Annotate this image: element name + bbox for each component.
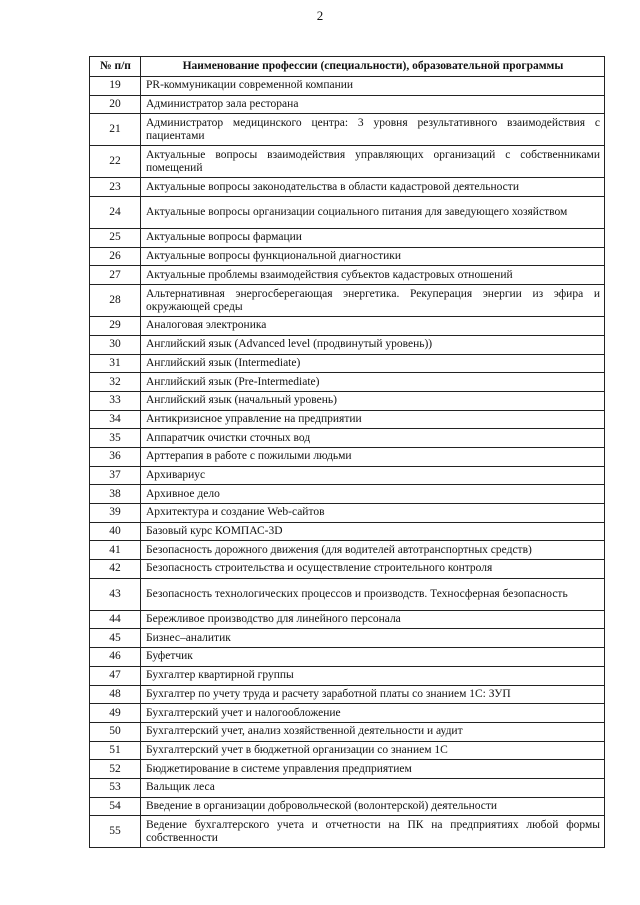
table-row: [90, 285, 605, 317]
row-program-name: Бюджетирование в системе управления предприятием: [141, 760, 605, 779]
table-row: [90, 704, 605, 723]
row-program-name: Актуальные вопросы взаимодействия управляющих организаций с собственниками помещений: [141, 146, 605, 178]
row-number: 29: [90, 317, 141, 336]
row-number: 46: [90, 648, 141, 667]
row-program-name: Администратор зала ресторана: [141, 95, 605, 114]
row-number: 40: [90, 522, 141, 541]
row-program-name: Вальщик леса: [141, 778, 605, 797]
row-number: 26: [90, 247, 141, 266]
header-number: № п/п: [90, 57, 141, 77]
table-row: [90, 178, 605, 197]
table-row: [90, 578, 605, 610]
row-number: 49: [90, 704, 141, 723]
row-number: 31: [90, 354, 141, 373]
row-program-name: Архивное дело: [141, 485, 605, 504]
row-number: 32: [90, 373, 141, 392]
table-row: [90, 760, 605, 779]
table-row: [90, 335, 605, 354]
row-number: 22: [90, 146, 141, 178]
row-number: 36: [90, 447, 141, 466]
row-program-name: Антикризисное управление на предприятии: [141, 410, 605, 429]
table-row: [90, 391, 605, 410]
table-row: [90, 447, 605, 466]
row-number: 27: [90, 266, 141, 285]
row-program-name: Актуальные вопросы функциональной диагностики: [141, 247, 605, 266]
row-program-name: Английский язык (Advanced level (продвинутый уровень)): [141, 335, 605, 354]
table-row: [90, 560, 605, 579]
table-row: [90, 429, 605, 448]
table-row: [90, 197, 605, 229]
table-row: [90, 247, 605, 266]
row-number: 37: [90, 466, 141, 485]
row-program-name: Архивариус: [141, 466, 605, 485]
row-number: 48: [90, 685, 141, 704]
row-program-name: Безопасность дорожного движения (для водителей автотранспортных средств): [141, 541, 605, 560]
row-program-name: Бережливое производство для линейного персонала: [141, 610, 605, 629]
row-program-name: Бухгалтерский учет, анализ хозяйственной деятельности и аудит: [141, 722, 605, 741]
row-number: 47: [90, 666, 141, 685]
row-number: 39: [90, 504, 141, 523]
table-row: [90, 485, 605, 504]
row-number: 50: [90, 722, 141, 741]
row-program-name: Актуальные вопросы законодательства в области кадастровой деятельности: [141, 178, 605, 197]
row-program-name: Бухгалтерский учет в бюджетной организации со знанием 1С: [141, 741, 605, 760]
row-program-name: Введение в организации добровольческой (волонтерской) деятельности: [141, 797, 605, 816]
row-program-name: Администратор медицинского центра: 3 уровня результативного взаимодействия с пациентами: [141, 114, 605, 146]
table-row: [90, 685, 605, 704]
row-number: 24: [90, 197, 141, 229]
row-number: 19: [90, 77, 141, 96]
row-number: 42: [90, 560, 141, 579]
table-row: [90, 77, 605, 96]
table-row: [90, 741, 605, 760]
row-number: 25: [90, 229, 141, 248]
table-row: [90, 466, 605, 485]
row-number: 38: [90, 485, 141, 504]
row-number: 28: [90, 285, 141, 317]
row-number: 23: [90, 178, 141, 197]
row-number: 41: [90, 541, 141, 560]
table-row: [90, 610, 605, 629]
row-program-name: Архитектура и создание Web-сайтов: [141, 504, 605, 523]
row-number: 21: [90, 114, 141, 146]
table-row: [90, 522, 605, 541]
row-program-name: Аппаратчик очистки сточных вод: [141, 429, 605, 448]
table-row: [90, 648, 605, 667]
row-number: 45: [90, 629, 141, 648]
row-program-name: Бухгалтер квартирной группы: [141, 666, 605, 685]
row-number: 43: [90, 578, 141, 610]
row-number: 54: [90, 797, 141, 816]
row-program-name: Буфетчик: [141, 648, 605, 667]
row-program-name: Английский язык (начальный уровень): [141, 391, 605, 410]
row-program-name: Безопасность технологических процессов и производств. Техносферная безопасность: [141, 578, 605, 610]
table-row: [90, 629, 605, 648]
table-row: [90, 146, 605, 178]
row-number: 51: [90, 741, 141, 760]
table-body: [90, 77, 605, 848]
row-program-name: Актуальные вопросы фармации: [141, 229, 605, 248]
row-number: 20: [90, 95, 141, 114]
row-program-name: Арттерапия в работе с пожилыми людьми: [141, 447, 605, 466]
table-row: [90, 114, 605, 146]
table-row: [90, 373, 605, 392]
row-number: 35: [90, 429, 141, 448]
header-name: Наименование профессии (специальности), образовательной программы: [141, 57, 605, 77]
table-row: [90, 541, 605, 560]
row-program-name: Аналоговая электроника: [141, 317, 605, 336]
table-row: [90, 266, 605, 285]
row-program-name: Бухгалтер по учету труда и расчету заработной платы со знанием 1С: ЗУП: [141, 685, 605, 704]
page-number: 2: [316, 8, 324, 23]
header-row: [90, 57, 605, 77]
table-row: [90, 778, 605, 797]
table-row: [90, 95, 605, 114]
table-row: [90, 410, 605, 429]
table-row: [90, 666, 605, 685]
row-program-name: Альтернативная энергосберегающая энергетика. Рекуперация энергии из эфира и окружающей среды: [141, 285, 605, 317]
row-program-name: Бизнес–аналитик: [141, 629, 605, 648]
row-number: 33: [90, 391, 141, 410]
row-program-name: Базовый курс КОМПАС-3D: [141, 522, 605, 541]
table-row: [90, 317, 605, 336]
table-header: [90, 57, 605, 77]
table-row: [90, 797, 605, 816]
professions-table: [89, 56, 605, 848]
row-program-name: PR-коммуникации современной компании: [141, 77, 605, 96]
row-program-name: Английский язык (Intermediate): [141, 354, 605, 373]
table-row: [90, 816, 605, 848]
table-row: [90, 504, 605, 523]
row-program-name: Английский язык (Pre-Intermediate): [141, 373, 605, 392]
row-program-name: Ведение бухгалтерского учета и отчетности на ПК на предприятиях любой формы собственности: [141, 816, 605, 848]
row-program-name: Безопасность строительства и осуществление строительного контроля: [141, 560, 605, 579]
row-program-name: Актуальные вопросы организации социального питания для заведующего хозяйством: [141, 197, 605, 229]
table-row: [90, 354, 605, 373]
row-program-name: Бухгалтерский учет и налогообложение: [141, 704, 605, 723]
row-number: 34: [90, 410, 141, 429]
table-row: [90, 722, 605, 741]
row-program-name: Актуальные проблемы взаимодействия субъектов кадастровых отношений: [141, 266, 605, 285]
row-number: 53: [90, 778, 141, 797]
row-number: 52: [90, 760, 141, 779]
row-number: 44: [90, 610, 141, 629]
row-number: 55: [90, 816, 141, 848]
row-number: 30: [90, 335, 141, 354]
table-row: [90, 229, 605, 248]
